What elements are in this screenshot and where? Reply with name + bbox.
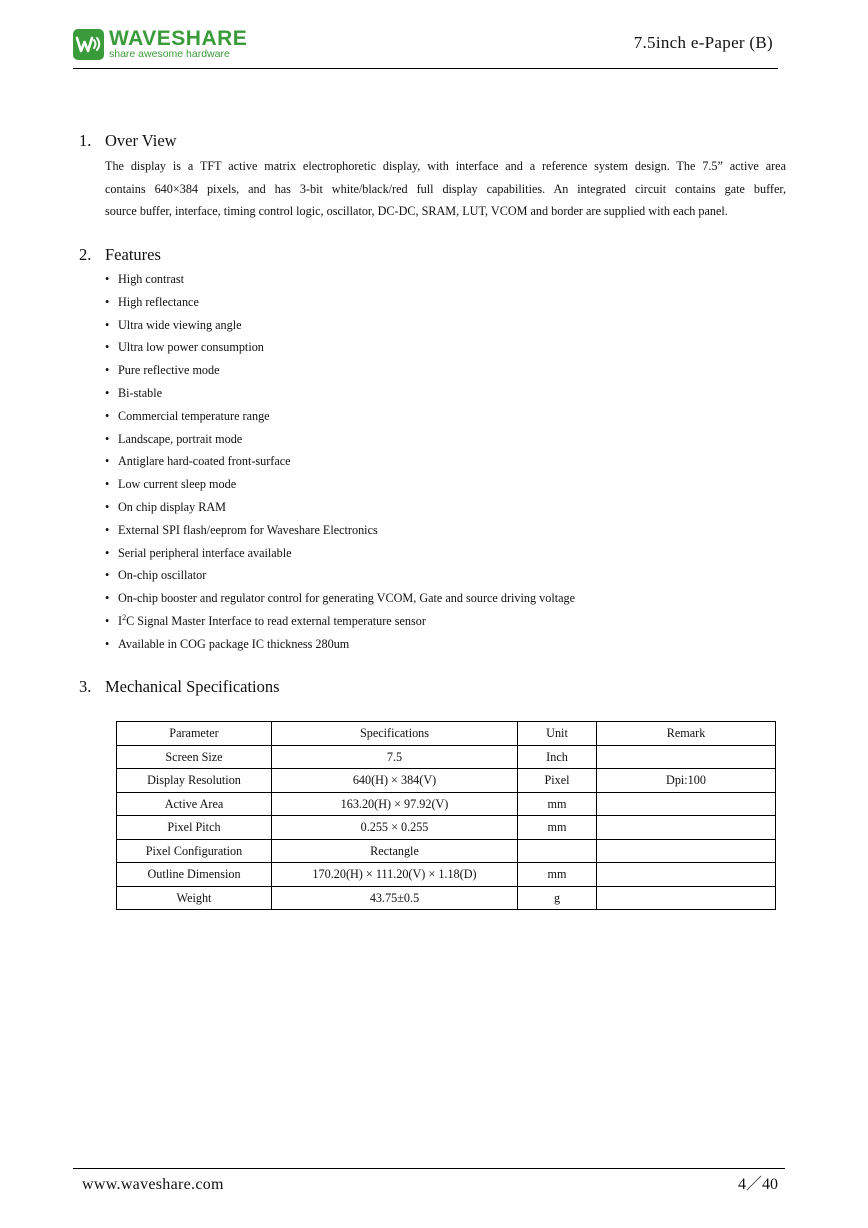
- bullet: •: [105, 545, 110, 560]
- bullet: •: [105, 522, 110, 537]
- list-item: [105, 564, 575, 587]
- list-item: [105, 587, 575, 610]
- feature-text: Commercial temperature range: [118, 408, 270, 423]
- logo-tagline: share awesome hardware: [109, 48, 230, 60]
- table-cell: mm: [518, 792, 597, 816]
- bullet: •: [105, 317, 110, 332]
- list-item: [105, 314, 575, 337]
- bullet: •: [105, 613, 110, 628]
- feature-text: On-chip oscillator: [118, 568, 207, 583]
- table-cell: Inch: [518, 745, 597, 769]
- bullet: •: [105, 294, 110, 309]
- list-item: [105, 519, 575, 542]
- table-cell: [597, 792, 776, 816]
- mechanical-spec-table: [116, 721, 776, 910]
- section-title: Features: [105, 245, 161, 264]
- bullet: •: [105, 454, 110, 469]
- section-title: Mechanical Specifications: [105, 677, 280, 696]
- table-cell: Outline Dimension: [117, 863, 272, 887]
- list-item: [105, 473, 575, 496]
- bullet: •: [105, 591, 110, 606]
- footer-website-link[interactable]: www.waveshare.com: [82, 1176, 224, 1193]
- table-row: [117, 792, 776, 816]
- feature-text: Pure reflective mode: [118, 363, 220, 378]
- feature-text-prefix: I: [118, 613, 123, 628]
- list-item: [105, 291, 575, 314]
- bullet: •: [105, 477, 110, 492]
- bullet: •: [105, 385, 110, 400]
- column-header: Unit: [518, 722, 597, 746]
- list-item: [105, 405, 575, 428]
- table-cell: 163.20(H) × 97.92(V): [272, 792, 518, 816]
- bullet: •: [105, 499, 110, 514]
- section-number: 3.: [79, 677, 92, 696]
- feature-text: High reflectance: [118, 294, 199, 309]
- table-cell: [597, 745, 776, 769]
- column-header: Parameter: [117, 722, 272, 746]
- list-item: [105, 633, 575, 656]
- feature-text: Serial peripheral interface available: [118, 545, 292, 560]
- table-cell: [597, 839, 776, 863]
- section-title: Over View: [105, 131, 177, 150]
- list-item: [105, 428, 575, 451]
- overview-paragraph: [105, 155, 786, 223]
- feature-text: High contrast: [118, 272, 185, 286]
- list-item: [105, 382, 575, 405]
- table-cell: Pixel: [518, 769, 597, 793]
- table-row: [117, 745, 776, 769]
- waveshare-logo: [73, 27, 263, 63]
- table-cell: Active Area: [117, 792, 272, 816]
- table-cell: [597, 816, 776, 840]
- feature-text: Antiglare hard-coated front-surface: [118, 454, 291, 469]
- features-list: [105, 268, 575, 656]
- table-cell: Pixel Pitch: [117, 816, 272, 840]
- table-cell: [518, 839, 597, 863]
- superscript: 2: [122, 612, 127, 622]
- section-heading-mechanical: [79, 677, 280, 697]
- table-cell: 0.255 × 0.255: [272, 816, 518, 840]
- overview-line: source buffer, interface, timing control logic, oscillator, DC-DC, SRAM, LUT, VCOM and border are supplied with each panel.: [105, 204, 728, 218]
- section-number: 2.: [79, 245, 92, 264]
- table-cell: [597, 863, 776, 887]
- table-cell: Display Resolution: [117, 769, 272, 793]
- table-cell: 170.20(H) × 111.20(V) × 1.18(D): [272, 863, 518, 887]
- bullet: •: [105, 431, 110, 446]
- table-cell: Dpi:100: [597, 769, 776, 793]
- document-title: 7.5inch e-Paper (B): [633, 33, 773, 52]
- bullet: •: [105, 636, 110, 651]
- feature-text: On-chip booster and regulator control for generating VCOM, Gate and source driving voltage: [118, 591, 576, 606]
- overview-line: The display is a TFT active matrix electrophoretic display, with interface and a reference system design. The 7.5” active area: [105, 159, 786, 173]
- table-row: [117, 839, 776, 863]
- footer-divider: [73, 1168, 785, 1169]
- waveshare-logo-icon: [73, 29, 104, 60]
- table-cell: mm: [518, 863, 597, 887]
- table-cell: 7.5: [272, 745, 518, 769]
- feature-text: Ultra wide viewing angle: [118, 317, 242, 332]
- header-divider: [73, 68, 778, 69]
- section-heading-features: [79, 245, 161, 265]
- table-row: [117, 769, 776, 793]
- table-cell: g: [518, 886, 597, 910]
- page-number: 4／40: [737, 1176, 778, 1193]
- table-cell: [597, 886, 776, 910]
- table-cell: Pixel Configuration: [117, 839, 272, 863]
- table-row: [117, 863, 776, 887]
- table-cell: Weight: [117, 886, 272, 910]
- feature-text: C Signal Master Interface to read external temperature sensor: [126, 613, 426, 628]
- list-item: [105, 359, 575, 382]
- list-item: [105, 450, 575, 473]
- table-row: [117, 886, 776, 910]
- table-cell: 43.75±0.5: [272, 886, 518, 910]
- feature-text: On chip display RAM: [118, 499, 226, 514]
- table-row: [117, 816, 776, 840]
- bullet: •: [105, 568, 110, 583]
- feature-text: Low current sleep mode: [118, 477, 237, 492]
- feature-text: Landscape, portrait mode: [118, 431, 243, 446]
- bullet: •: [105, 408, 110, 423]
- table-cell: Screen Size: [117, 745, 272, 769]
- list-item: [105, 610, 575, 633]
- feature-text: External SPI flash/eeprom for Waveshare Electronics: [118, 522, 378, 537]
- feature-text: Ultra low power consumption: [118, 340, 264, 355]
- feature-text: Bi-stable: [118, 385, 163, 400]
- list-item: [105, 268, 575, 291]
- column-header: Specifications: [272, 722, 518, 746]
- list-item: [105, 542, 575, 565]
- table-cell: 640(H) × 384(V): [272, 769, 518, 793]
- list-item: [105, 336, 575, 359]
- bullet: •: [105, 363, 110, 378]
- section-number: 1.: [79, 131, 92, 150]
- list-item: [105, 496, 575, 519]
- feature-text: Available in COG package IC thickness 280um: [118, 636, 350, 651]
- table-cell: Rectangle: [272, 839, 518, 863]
- logo-name: WAVESHARE: [109, 27, 248, 50]
- column-header: Remark: [597, 722, 776, 746]
- table-cell: mm: [518, 816, 597, 840]
- bullet: •: [105, 272, 110, 286]
- table-header-row: [117, 722, 776, 746]
- section-heading-overview: [79, 131, 177, 151]
- bullet: •: [105, 340, 110, 355]
- overview-line: contains 640×384 pixels, and has 3-bit white/black/red full display capabilities. An integrated circuit contains gate buffer,: [105, 181, 786, 196]
